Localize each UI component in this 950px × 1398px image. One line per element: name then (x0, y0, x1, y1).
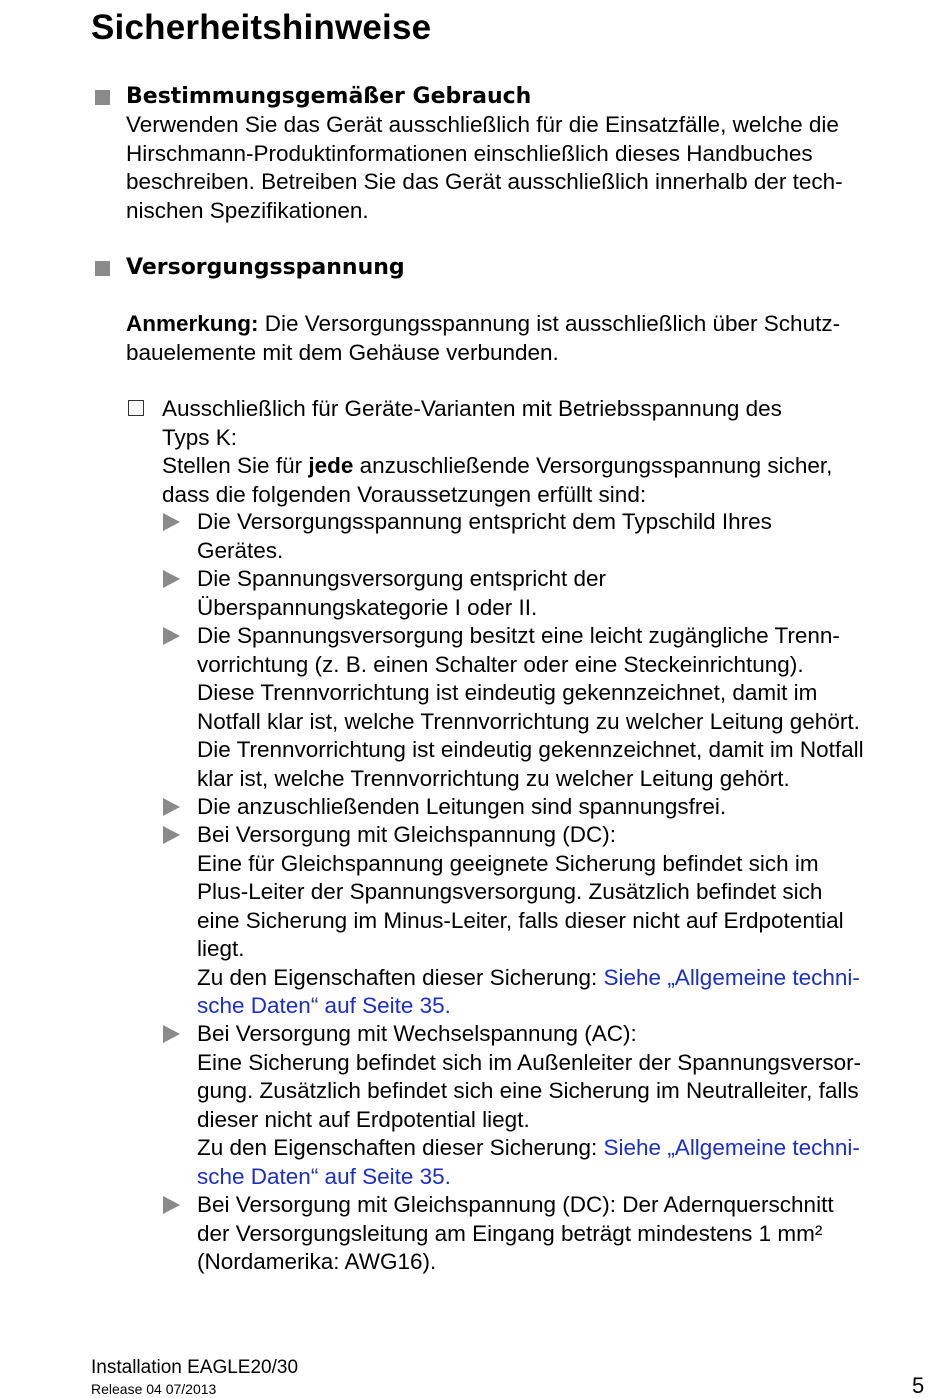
condition-item (197, 565, 606, 622)
cross-reference-link[interactable]: sche Daten“ auf Seite 35. (197, 993, 451, 1018)
condition-item (197, 793, 726, 822)
condition-line: Die Spannungsversorgung entspricht der (197, 566, 606, 591)
condition-line (197, 964, 860, 993)
note-paragraph (126, 310, 840, 367)
condition-line: Bei Versorgung mit Gleichspannung (DC): Der Adernquerschnitt (197, 1192, 834, 1217)
condition-line (197, 1163, 861, 1192)
condition-item (197, 508, 772, 565)
condition-item (197, 622, 864, 793)
condition-line: Die anzuschließenden Leitungen sind spannungsfrei. (197, 794, 727, 819)
paragraph-line: Hirschmann-Produktinformationen einschließlich dieses Handbuches (126, 140, 813, 166)
emphasis-text: jede (308, 453, 354, 478)
checklist-line: Typs K: (162, 424, 238, 450)
triangle-bullet-icon (163, 1025, 180, 1043)
condition-line: der Versorgungsleitung am Eingang beträgt mindestens 1 mm² (197, 1220, 823, 1246)
checklist-item (162, 395, 832, 509)
checklist-text: anzuschließende Versorgungsspannung sicher, (353, 453, 833, 478)
section-title: Bestimmungsgemäßer Gebrauch (126, 84, 532, 109)
cross-reference-link[interactable]: Siehe „Allgemeine techni- (603, 1135, 860, 1160)
condition-line: Eine Sicherung befindet sich im Außenleiter der Spannungsversor- (197, 1049, 862, 1075)
condition-line (197, 1134, 861, 1163)
condition-line: Bei Versorgung mit Wechselspannung (AC): (197, 1021, 637, 1046)
condition-line: gung. Zusätzlich befindet sich eine Sicherung im Neutralleiter, falls (197, 1078, 859, 1103)
condition-item (197, 1020, 861, 1191)
condition-line: Die Versorgungsspannung entspricht dem Typschild Ihres (197, 509, 772, 534)
triangle-bullet-icon (163, 570, 180, 588)
checkbox-icon (128, 400, 144, 416)
condition-line: liegt. (197, 936, 245, 961)
condition-item (197, 1191, 834, 1277)
condition-line: eine Sicherung im Minus-Leiter, falls dieser nicht auf Erdpotential (197, 907, 844, 933)
condition-line: Bei Versorgung mit Gleichspannung (DC): (197, 822, 616, 847)
page-number: 5 (912, 1373, 925, 1398)
note-line: bauelemente mit dem Gehäuse verbunden. (126, 339, 559, 365)
intended-use-paragraph (126, 111, 843, 225)
condition-line: Die Trennvorrichtung ist eindeutig gekennzeichnet, damit im Notfall (197, 737, 864, 762)
paragraph-line: nischen Spezifikationen. (126, 197, 369, 223)
triangle-bullet-icon (163, 513, 180, 531)
triangle-bullet-icon (163, 826, 180, 844)
note-line (126, 310, 840, 339)
checklist-line: Ausschließlich für Geräte-Varianten mit Betriebsspannung des (162, 396, 782, 421)
condition-line: Eine für Gleichspannung geeignete Sicherung befindet sich im (197, 850, 819, 876)
paragraph-line: beschreiben. Betreiben Sie das Gerät ausschließlich innerhalb der tech- (126, 169, 843, 194)
checklist-text: Stellen Sie für (162, 453, 309, 478)
triangle-bullet-icon (163, 627, 180, 645)
checklist-line: dass die folgenden Voraussetzungen erfüllt sind: (162, 481, 647, 507)
condition-line: klar ist, welche Trennvorrichtung zu welcher Leitung gehört. (197, 765, 790, 791)
page-title: Sicherheitshinweise (91, 8, 432, 47)
condition-line: Diese Trennvorrichtung ist eindeutig gekennzeichnet, damit im (197, 680, 818, 705)
condition-line: dieser nicht auf Erdpotential liegt. (197, 1106, 530, 1132)
condition-line: Die Spannungsversorgung besitzt eine leicht zugängliche Trenn- (197, 623, 840, 648)
square-bullet-icon (95, 261, 110, 276)
footer-release: Release 04 07/2013 (91, 1381, 217, 1397)
cross-reference-link[interactable]: Siehe „Allgemeine techni- (603, 964, 860, 990)
condition-line: Überspannungskategorie I oder II. (197, 594, 538, 620)
paragraph-line: Verwenden Sie das Gerät ausschließlich für die Einsatzfälle, welche die (126, 112, 839, 137)
condition-line: (Nordamerika: AWG16). (197, 1249, 437, 1274)
condition-line: Plus-Leiter der Spannungsversorgung. Zusätzlich befindet sich (197, 879, 823, 904)
note-label: Anmerkung: (126, 311, 259, 336)
condition-line: Gerätes. (197, 537, 284, 563)
triangle-bullet-icon (163, 798, 180, 816)
checklist-line (162, 452, 832, 481)
condition-item (197, 821, 860, 1021)
reference-text: Zu den Eigenschaften dieser Sicherung: (197, 1135, 604, 1160)
footer-document-title: Installation EAGLE20/30 (91, 1357, 299, 1378)
condition-line: Notfall klar ist, welche Trennvorrichtung zu welcher Leitung gehört. (197, 708, 860, 734)
reference-text: Zu den Eigenschaften dieser Sicherung: (197, 964, 604, 990)
condition-line (197, 992, 860, 1021)
square-bullet-icon (95, 90, 110, 105)
cross-reference-link[interactable]: sche Daten“ auf Seite 35. (197, 1163, 451, 1189)
condition-line: vorrichtung (z. B. einen Schalter oder eine Steckeinrichtung). (197, 651, 804, 677)
section-title: Versorgungsspannung (126, 255, 405, 280)
note-text: Die Versorgungsspannung ist ausschließlich über Schutz- (258, 311, 841, 336)
triangle-bullet-icon (163, 1196, 180, 1214)
